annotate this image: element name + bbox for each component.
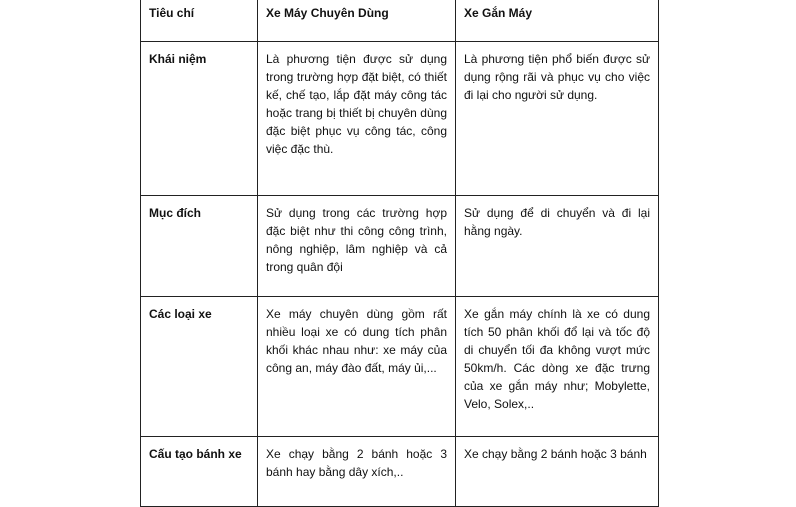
table-header-row: [141, 0, 659, 42]
table-row: [141, 196, 659, 297]
row-moped-cell: Là phương tiện phổ biến được sử dụng rộng rãi và phục vụ cho việc đi lại cho người sử dụng.: [456, 42, 659, 196]
row-criterion: Khái niệm: [141, 42, 258, 196]
row-criterion: Cấu tạo bánh xe: [141, 437, 258, 507]
row-specialized-cell: Là phương tiện được sử dụng trong trường hợp đặt biệt, có thiết kế, chế tạo, lắp đặt máy công tác hoặc trang bị thiết bị chuyên dùng đặc biệt phục vụ công tác, công việc đặc thù.: [258, 42, 456, 196]
table-row: [141, 437, 659, 507]
row-criterion: Mục đích: [141, 196, 258, 297]
header-specialized-vehicle: Xe Máy Chuyên Dùng: [258, 0, 456, 42]
table-row: [141, 297, 659, 437]
row-moped-cell: Xe gắn máy chính là xe có dung tích 50 phân khối đổ lại và tốc độ di chuyển tối đa không vượt mức 50km/h. Các dòng xe đặc trưng của xe gắn máy như; Mobylette, Velo, Solex,..: [456, 297, 659, 437]
row-criterion: Các loại xe: [141, 297, 258, 437]
row-specialized-cell: Xe máy chuyên dùng gồm rất nhiều loại xe có dung tích phân khối khác nhau như: xe máy của công an, máy đào đất, máy ủi,...: [258, 297, 456, 437]
header-moped: Xe Gắn Máy: [456, 0, 659, 42]
row-moped-cell: Xe chạy bằng 2 bánh hoặc 3 bánh: [456, 437, 659, 507]
comparison-table: [140, 0, 659, 507]
table-row: [141, 42, 659, 196]
header-criterion: Tiêu chí: [141, 0, 258, 42]
row-specialized-cell: Sử dụng trong các trường hợp đặc biệt như thi công công trình, nông nghiệp, lâm nghiệp và cả trong quân đội: [258, 196, 456, 297]
row-specialized-cell: Xe chạy bằng 2 bánh hoặc 3 bánh hay bằng dây xích,..: [258, 437, 456, 507]
row-moped-cell: Sử dụng để di chuyển và đi lại hằng ngày.: [456, 196, 659, 297]
